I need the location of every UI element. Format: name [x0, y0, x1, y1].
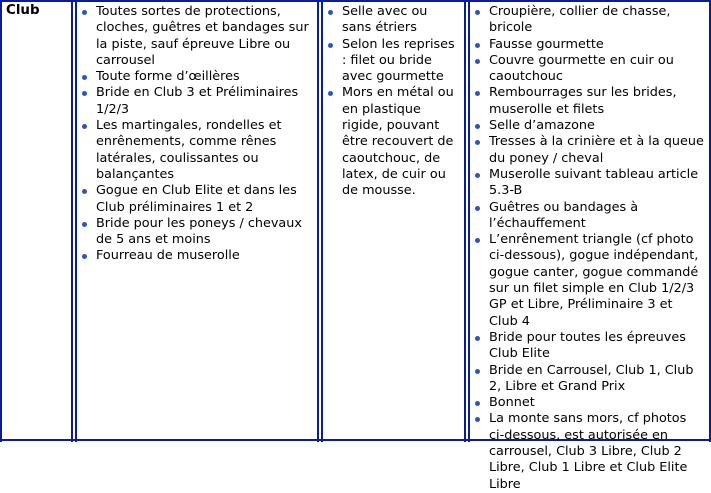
- selle-list: [326, 4, 460, 200]
- cell-protections: [80, 4, 312, 265]
- list-item: Fausse gourmette: [473, 37, 705, 53]
- column-divider-1: [71, 0, 73, 442]
- bullet-icon: [475, 124, 480, 129]
- list-item: L’enrênement triangle (cf photo ci-dessous), gogue indépendant, gogue canter, gogue commandé sur un filet simple en Club 1/2/3 GP et Libre, Préliminaire 3 et Club 4: [473, 232, 705, 330]
- bullet-icon: [475, 417, 480, 422]
- bullet-icon: [475, 369, 480, 374]
- list-item: Selle d’amazone: [473, 118, 705, 134]
- bullet-icon: [475, 206, 480, 211]
- bullet-icon: [82, 124, 87, 129]
- bullet-icon: [475, 173, 480, 178]
- croupiere-list: [473, 4, 705, 493]
- list-item: Les martingales, rondelles et enrênements, comme rênes latérales, coulissantes ou balançantes: [80, 118, 312, 183]
- bullet-icon: [475, 59, 480, 64]
- list-item: Bride pour toutes les épreuves Club Elite: [473, 330, 705, 363]
- list-item: Gogue en Club Elite et dans les Club préliminaires 1 et 2: [80, 183, 312, 216]
- cell-selle: [326, 4, 460, 200]
- list-item: Toutes sortes de protections, cloches, guêtres et bandages sur la piste, sauf épreuve Libre ou carrousel: [80, 4, 312, 69]
- list-item: Selon les reprises : filet ou bride avec gourmette: [326, 37, 460, 86]
- list-item: Bride en Club 3 et Préliminaires 1/2/3: [80, 85, 312, 118]
- bullet-icon: [82, 189, 87, 194]
- bullet-icon: [475, 401, 480, 406]
- column-divider-1b: [75, 0, 77, 442]
- bullet-icon: [82, 10, 87, 15]
- bullet-icon: [82, 75, 87, 80]
- bullet-icon: [475, 91, 480, 96]
- list-item: Bonnet: [473, 395, 705, 411]
- list-item: Muserolle suivant tableau article 5.3-B: [473, 167, 705, 200]
- bullet-icon: [328, 10, 333, 15]
- bullet-icon: [475, 140, 480, 145]
- list-item: Couvre gourmette en cuir ou caoutchouc: [473, 53, 705, 86]
- list-item: Tresses à la crinière et à la queue du poney / cheval: [473, 134, 705, 167]
- column-divider-3b: [468, 0, 470, 442]
- table-top-border: [0, 0, 711, 2]
- bullet-icon: [475, 238, 480, 243]
- bullet-icon: [82, 222, 87, 227]
- bullet-icon: [475, 43, 480, 48]
- bullet-icon: [82, 91, 87, 96]
- column-divider-2b: [321, 0, 323, 442]
- list-item: Toute forme d’œillères: [80, 69, 312, 85]
- list-item: Mors en métal ou en plastique rigide, pouvant être recouvert de caoutchouc, de latex, de cuir ou de mousse.: [326, 85, 460, 199]
- column-divider-2: [317, 0, 319, 442]
- bullet-icon: [475, 10, 480, 15]
- bullet-icon: [328, 43, 333, 48]
- protections-list: [80, 4, 312, 265]
- table-left-border: [0, 0, 2, 442]
- list-item: Rembourrages sur les brides, muserolle et filets: [473, 85, 705, 118]
- list-item: Selle avec ou sans étriers: [326, 4, 460, 37]
- bullet-icon: [82, 254, 87, 259]
- list-item: La monte sans mors, cf photos ci-dessous, est autorisée en carrousel, Club 3 Libre, Club 2 Libre, Club 1 Libre et Club Elite Libre: [473, 411, 705, 492]
- list-item: Guêtres ou bandages à l’échauffement: [473, 200, 705, 233]
- bullet-icon: [328, 91, 333, 96]
- list-item: Bride pour les poneys / chevaux de 5 ans et moins: [80, 216, 312, 249]
- column-divider-3: [464, 0, 466, 442]
- bullet-icon: [475, 336, 480, 341]
- row-label-club: Club: [6, 3, 40, 18]
- list-item: Fourreau de muserolle: [80, 248, 312, 264]
- list-item: Croupière, collier de chasse, bricole: [473, 4, 705, 37]
- cell-croupiere: [473, 4, 705, 493]
- list-item: Bride en Carrousel, Club 1, Club 2, Libre et Grand Prix: [473, 363, 705, 396]
